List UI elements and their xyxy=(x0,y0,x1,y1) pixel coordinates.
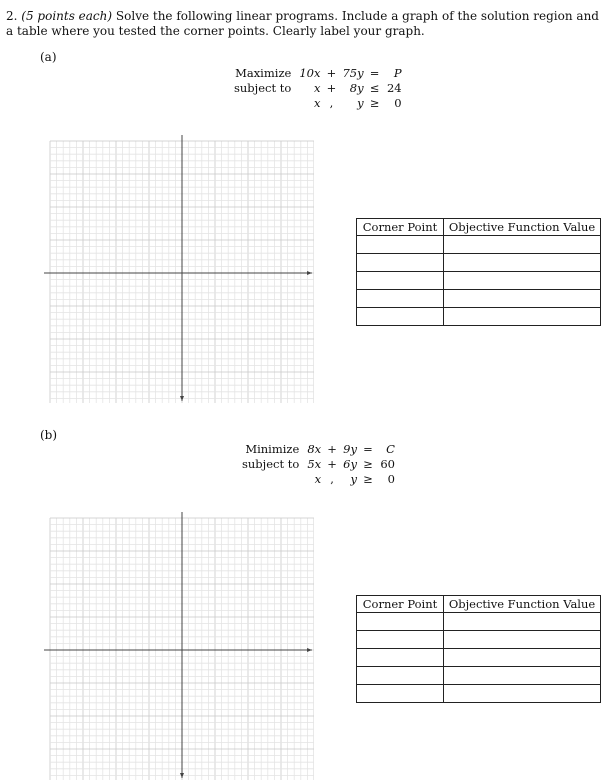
part-a-graph-grid[interactable] xyxy=(44,135,314,403)
part-b-label: (b) xyxy=(40,428,58,442)
part-b-graph-grid[interactable] xyxy=(44,512,314,780)
term: 10x xyxy=(299,66,321,80)
rhs: 0 xyxy=(394,96,402,110)
rhs: 0 xyxy=(387,472,395,486)
corner-cell[interactable] xyxy=(357,290,444,308)
rhs: C xyxy=(386,442,395,456)
term: y xyxy=(350,472,357,486)
operator: + xyxy=(326,81,337,95)
table-row xyxy=(357,667,601,685)
objective-value-header: Objective Function Value xyxy=(444,219,601,236)
value-cell[interactable] xyxy=(444,613,601,631)
table-row xyxy=(357,649,601,667)
problem-number: 2. xyxy=(6,9,18,23)
term: 75y xyxy=(342,66,364,80)
table-row xyxy=(357,236,601,254)
table-row xyxy=(357,290,601,308)
part-b-corner-table xyxy=(356,595,601,703)
problem-statement xyxy=(6,9,606,39)
value-cell[interactable] xyxy=(444,254,601,272)
corner-cell[interactable] xyxy=(357,649,444,667)
value-cell[interactable] xyxy=(444,631,601,649)
constraint-keyword: subject to xyxy=(234,81,292,95)
term: x xyxy=(313,81,321,95)
corner-cell[interactable] xyxy=(357,667,444,685)
term: 8y xyxy=(349,81,364,95)
problem-points: (5 points each) xyxy=(21,9,113,23)
operator: + xyxy=(327,442,337,456)
table-row xyxy=(357,272,601,290)
operator: + xyxy=(327,457,337,471)
table-row xyxy=(357,254,601,272)
term: x xyxy=(313,96,321,110)
relation: ≥ xyxy=(363,457,373,471)
objective-keyword: Minimize xyxy=(245,442,300,456)
part-a-linear-program xyxy=(232,66,404,111)
x-axis-arrow-icon xyxy=(307,648,312,652)
rhs: 60 xyxy=(380,457,395,471)
value-cell[interactable] xyxy=(444,272,601,290)
relation: = xyxy=(369,66,380,80)
objective-value-header: Objective Function Value xyxy=(444,596,601,613)
operator: , xyxy=(329,96,334,110)
relation: ≥ xyxy=(363,472,373,486)
term: 8x xyxy=(307,442,322,456)
term: 9y xyxy=(343,442,357,456)
corner-point-header: Corner Point xyxy=(357,596,444,613)
value-cell[interactable] xyxy=(444,685,601,703)
table-row xyxy=(357,631,601,649)
value-cell[interactable] xyxy=(444,667,601,685)
rhs: 24 xyxy=(386,81,402,95)
constraint-keyword: subject to xyxy=(242,457,300,471)
corner-cell[interactable] xyxy=(357,613,444,631)
objective-keyword: Maximize xyxy=(235,66,292,80)
corner-point-header: Corner Point xyxy=(357,219,444,236)
table-row xyxy=(357,613,601,631)
term: 5x xyxy=(307,457,322,471)
part-a-label: (a) xyxy=(40,50,57,64)
term: y xyxy=(357,96,364,110)
corner-cell[interactable] xyxy=(357,254,444,272)
value-cell[interactable] xyxy=(444,308,601,326)
corner-cell[interactable] xyxy=(357,631,444,649)
problem-text: Solve the following linear programs. Include a graph of the solution region and a table where you tested the corner points. Clearly label your graph. xyxy=(6,9,599,38)
part-b-linear-program xyxy=(240,442,397,487)
term: 6y xyxy=(343,457,357,471)
corner-cell[interactable] xyxy=(357,236,444,254)
corner-cell[interactable] xyxy=(357,308,444,326)
x-axis-arrow-icon xyxy=(307,271,312,275)
rhs: P xyxy=(393,66,402,80)
corner-cell[interactable] xyxy=(357,685,444,703)
table-row xyxy=(357,685,601,703)
relation: ≤ xyxy=(369,81,380,95)
table-row xyxy=(357,308,601,326)
operator: + xyxy=(326,66,337,80)
corner-cell[interactable] xyxy=(357,272,444,290)
operator: , xyxy=(330,472,334,486)
relation: = xyxy=(363,442,373,456)
part-a-corner-table xyxy=(356,218,601,326)
relation: ≥ xyxy=(369,96,380,110)
value-cell[interactable] xyxy=(444,290,601,308)
term: x xyxy=(314,472,322,486)
value-cell[interactable] xyxy=(444,649,601,667)
value-cell[interactable] xyxy=(444,236,601,254)
